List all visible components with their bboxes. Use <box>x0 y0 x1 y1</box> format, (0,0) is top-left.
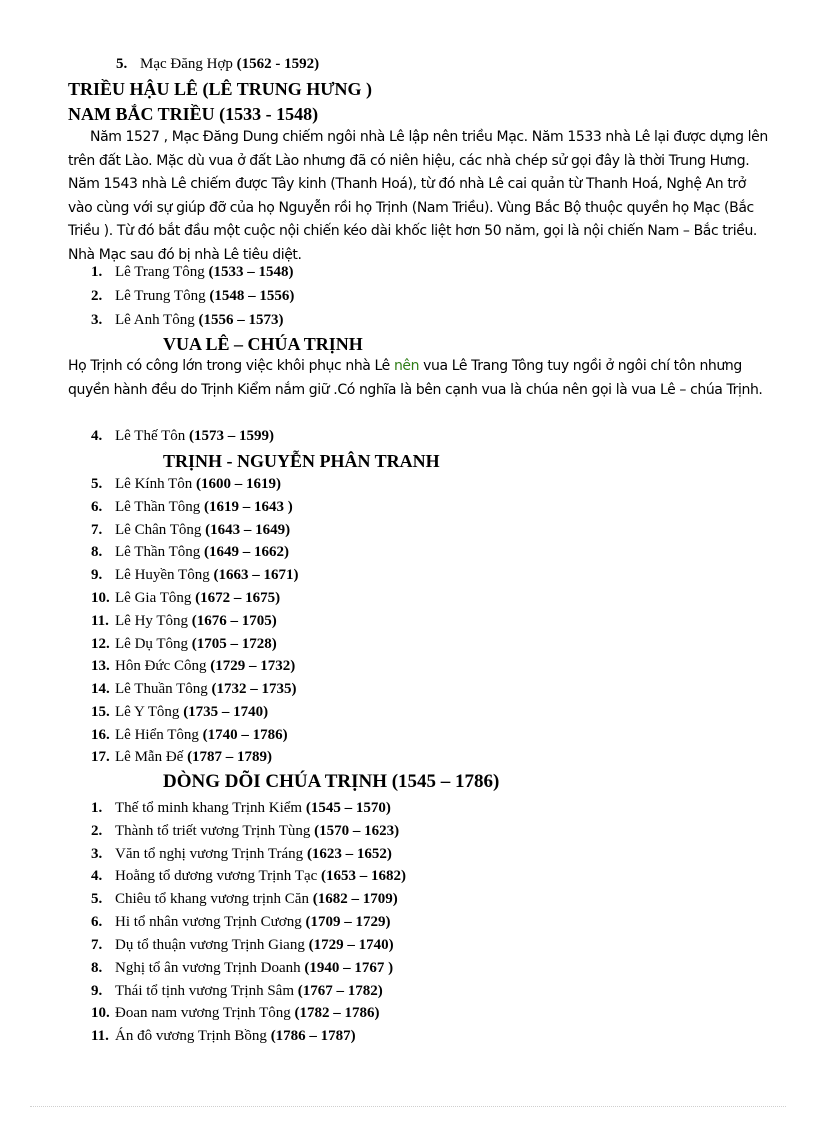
list-item <box>91 500 293 515</box>
list-item <box>91 938 394 953</box>
highlighted-word: nên <box>393 358 420 374</box>
list-number: 9. <box>91 567 103 583</box>
list-years: (1570 – 1623) <box>314 823 400 839</box>
list-number: 7. <box>91 937 103 953</box>
list-name: Lê Gia Tông <box>115 590 192 606</box>
paragraph-text: Năm 1527 , Mạc Đăng Dung chiếm ngôi nhà Lê lập nên triều Mạc. Năm 1533 nhà Lê lại được dựng lên trên đất Lào. Mặc dù vua ở đất Lào nhưng đã có niên hiệu, các nhà chép sử gọi đây là thời Trung Hưng. Năm 1543 nhà Lê chiếm được Tây kinh (Thanh Hoá), từ đó nhà Lê cai quản từ Thanh Hoá, Nghệ An trở vào cùng với sự giúp đỡ của họ Nguyễn rồi họ Trịnh (Nam Triều). Vùng Bắc Bộ thuộc quyền họ Mạc (Bắc Triều ). Từ đó bắt đầu một cuộc nội chiến kéo dài khốc liệt hơn 50 năm, gọi là nội chiến Nam – Bắc triều. Nhà Mạc sau đó bị nhà Lê tiêu diệt. <box>68 129 768 263</box>
list-item <box>91 568 298 583</box>
list-number: 6. <box>91 499 103 515</box>
list-item <box>91 265 293 280</box>
list-number: 4. <box>91 868 103 884</box>
list-number: 5. <box>91 476 103 492</box>
list-years: (1649 – 1662) <box>204 544 290 560</box>
list-name: Lê Anh Tông <box>115 312 195 328</box>
list-item <box>91 289 294 304</box>
heading-vua-le-chua-trinh: VUA LÊ – CHÚA TRỊNH <box>163 334 363 354</box>
list-number: 12. <box>91 636 110 652</box>
list-name: Lê Y Tông <box>115 704 180 720</box>
list-years: (1729 – 1740) <box>308 937 394 953</box>
list-item <box>91 750 272 765</box>
list-name: Lê Hy Tông <box>115 613 189 629</box>
list-name: Đoan nam vương Trịnh Tông <box>115 1005 291 1021</box>
list-number: 8. <box>91 544 103 560</box>
list-number: 7. <box>91 522 103 538</box>
list-item <box>91 705 268 720</box>
list-number: 3. <box>91 846 103 862</box>
list-name: Lê Huyền Tông <box>115 567 210 583</box>
list-number: 1. <box>91 264 103 280</box>
list-years: (1672 – 1675) <box>195 590 281 606</box>
paragraph-text <box>68 355 770 402</box>
list-name: Án đô vương Trịnh Bồng <box>115 1028 267 1044</box>
list-item <box>91 915 390 930</box>
list-item <box>91 984 383 999</box>
list-years: (1732 – 1735) <box>211 681 297 697</box>
list-years: (1556 – 1573) <box>198 312 284 328</box>
list-years: (1548 – 1556) <box>209 288 295 304</box>
list-item <box>91 847 392 862</box>
list-item <box>91 545 289 560</box>
list-years: (1533 – 1548) <box>208 264 294 280</box>
list-years: (1573 – 1599) <box>189 428 275 444</box>
list-name: Lê Thần Tông <box>115 499 201 515</box>
paragraph-text-end: vua Lê Trang Tông tuy ngồi ở ngôi chí tôn nhưng quyền hành đều do Trịnh Kiểm nắm giữ .Có nghĩa là bên cạnh vua là chúa nên gọi là vua Lê – chúa Trịnh. <box>68 358 763 398</box>
paragraph-nam-bac-trieu <box>68 126 770 267</box>
list-name: Thế tổ minh khang Trịnh Kiểm <box>115 800 303 816</box>
list-years: (1940 – 1767 ) <box>304 960 394 976</box>
list-name: Thái tổ tịnh vương Trịnh Sâm <box>115 983 294 999</box>
heading-dong-doi-chua-trinh: DÒNG DÕI CHÚA TRỊNH (1545 – 1786) <box>163 771 500 792</box>
page-bottom-divider <box>30 1106 786 1107</box>
list-name: Lê Thế Tôn <box>115 428 186 444</box>
list-number: 11. <box>91 613 109 629</box>
list-name: Văn tổ nghị vương Trịnh Tráng <box>115 846 304 862</box>
list-years: (1600 – 1619) <box>195 476 281 492</box>
list-name: Lê Dụ Tông <box>115 636 189 652</box>
list-number: 2. <box>91 823 103 839</box>
list-name: Lê Thần Tông <box>115 544 201 560</box>
list-years: (1709 – 1729) <box>305 914 391 930</box>
list-item <box>91 313 283 328</box>
list-number: 10. <box>91 1005 110 1021</box>
list-years: (1653 – 1682) <box>321 868 407 884</box>
list-years: (1663 – 1671) <box>213 567 299 583</box>
list-name: Nghị tổ ân vương Trịnh Doanh <box>115 960 301 976</box>
list-years: (1705 – 1728) <box>191 636 277 652</box>
list-name: Lê Mẫn Đế <box>115 749 184 765</box>
list-name: Hi tổ nhân vương Trịnh Cương <box>115 914 302 930</box>
list-number: 16. <box>91 727 110 743</box>
list-number: 6. <box>91 914 103 930</box>
list-number: 8. <box>91 960 103 976</box>
heading-trinh-nguyen-phan-tranh: TRỊNH - NGUYỄN PHÂN TRANH <box>163 451 440 471</box>
list-item <box>91 1006 380 1021</box>
list-number: 14. <box>91 681 110 697</box>
list-item <box>91 682 297 697</box>
list-name: Hoằng tổ dương vương Trịnh Tạc <box>115 868 318 884</box>
list-years: (1740 – 1786) <box>202 727 288 743</box>
list-item <box>116 57 319 72</box>
list-item <box>91 961 393 976</box>
heading-nam-bac-trieu: NAM BẮC TRIỀU (1533 - 1548) <box>68 104 319 124</box>
list-years: (1767 – 1782) <box>297 983 383 999</box>
list-number: 1. <box>91 800 103 816</box>
paragraph-text-start: Họ Trịnh có công lớn trong việc khôi phục nhà Lê <box>68 358 394 374</box>
list-number: 11. <box>91 1028 109 1044</box>
list-years: (1786 – 1787) <box>270 1028 356 1044</box>
list-name: Lê Trang Tông <box>115 264 205 280</box>
list-number: 5. <box>91 891 103 907</box>
list-name: Lê Hiển Tông <box>115 727 199 743</box>
list-number: 4. <box>91 428 103 444</box>
list-item <box>91 824 399 839</box>
list-item <box>91 614 277 629</box>
list-item <box>91 892 398 907</box>
list-item <box>91 477 281 492</box>
list-years: (1545 – 1570) <box>305 800 391 816</box>
list-item <box>91 1029 356 1044</box>
list-number: 13. <box>91 658 110 674</box>
list-item <box>91 869 406 884</box>
list-years: (1782 – 1786) <box>294 1005 380 1021</box>
list-name: Hôn Đức Công <box>115 658 207 674</box>
list-years: (1619 – 1643 ) <box>204 499 293 515</box>
list-name: Chiêu tổ khang vương trịnh Căn <box>115 891 309 907</box>
list-number: 5. <box>116 56 128 72</box>
list-item <box>91 801 391 816</box>
list-years: (1729 – 1732) <box>210 658 296 674</box>
list-number: 15. <box>91 704 110 720</box>
list-years: (1623 – 1652) <box>306 846 392 862</box>
list-number: 10. <box>91 590 110 606</box>
list-item <box>91 591 280 606</box>
heading-hau-le: TRIỀU HẬU LÊ (LÊ TRUNG HƯNG ) <box>68 79 373 99</box>
list-name: Dụ tổ thuận vương Trịnh Giang <box>115 937 305 953</box>
list-years: (1643 – 1649) <box>205 522 291 538</box>
list-years: (1676 – 1705) <box>191 613 277 629</box>
list-item <box>91 429 274 444</box>
list-item <box>91 523 290 538</box>
list-item <box>91 637 277 652</box>
list-item <box>91 728 288 743</box>
list-name: Lê Trung Tông <box>115 288 206 304</box>
list-years: (1562 - 1592) <box>236 56 320 72</box>
list-years: (1787 – 1789) <box>187 749 273 765</box>
list-name: Lê Thuần Tông <box>115 681 208 697</box>
list-item <box>91 659 295 674</box>
list-name: Lê Kính Tôn <box>115 476 193 492</box>
list-years: (1682 – 1709) <box>312 891 398 907</box>
list-number: 9. <box>91 983 103 999</box>
list-number: 2. <box>91 288 103 304</box>
list-name: Mạc Đăng Hợp <box>140 56 233 72</box>
list-name: Thành tổ triết vương Trịnh Tùng <box>115 823 311 839</box>
list-name: Lê Chân Tông <box>115 522 202 538</box>
paragraph-vua-le <box>68 355 770 402</box>
list-number: 17. <box>91 749 110 765</box>
list-number: 3. <box>91 312 103 328</box>
list-years: (1735 – 1740) <box>183 704 269 720</box>
